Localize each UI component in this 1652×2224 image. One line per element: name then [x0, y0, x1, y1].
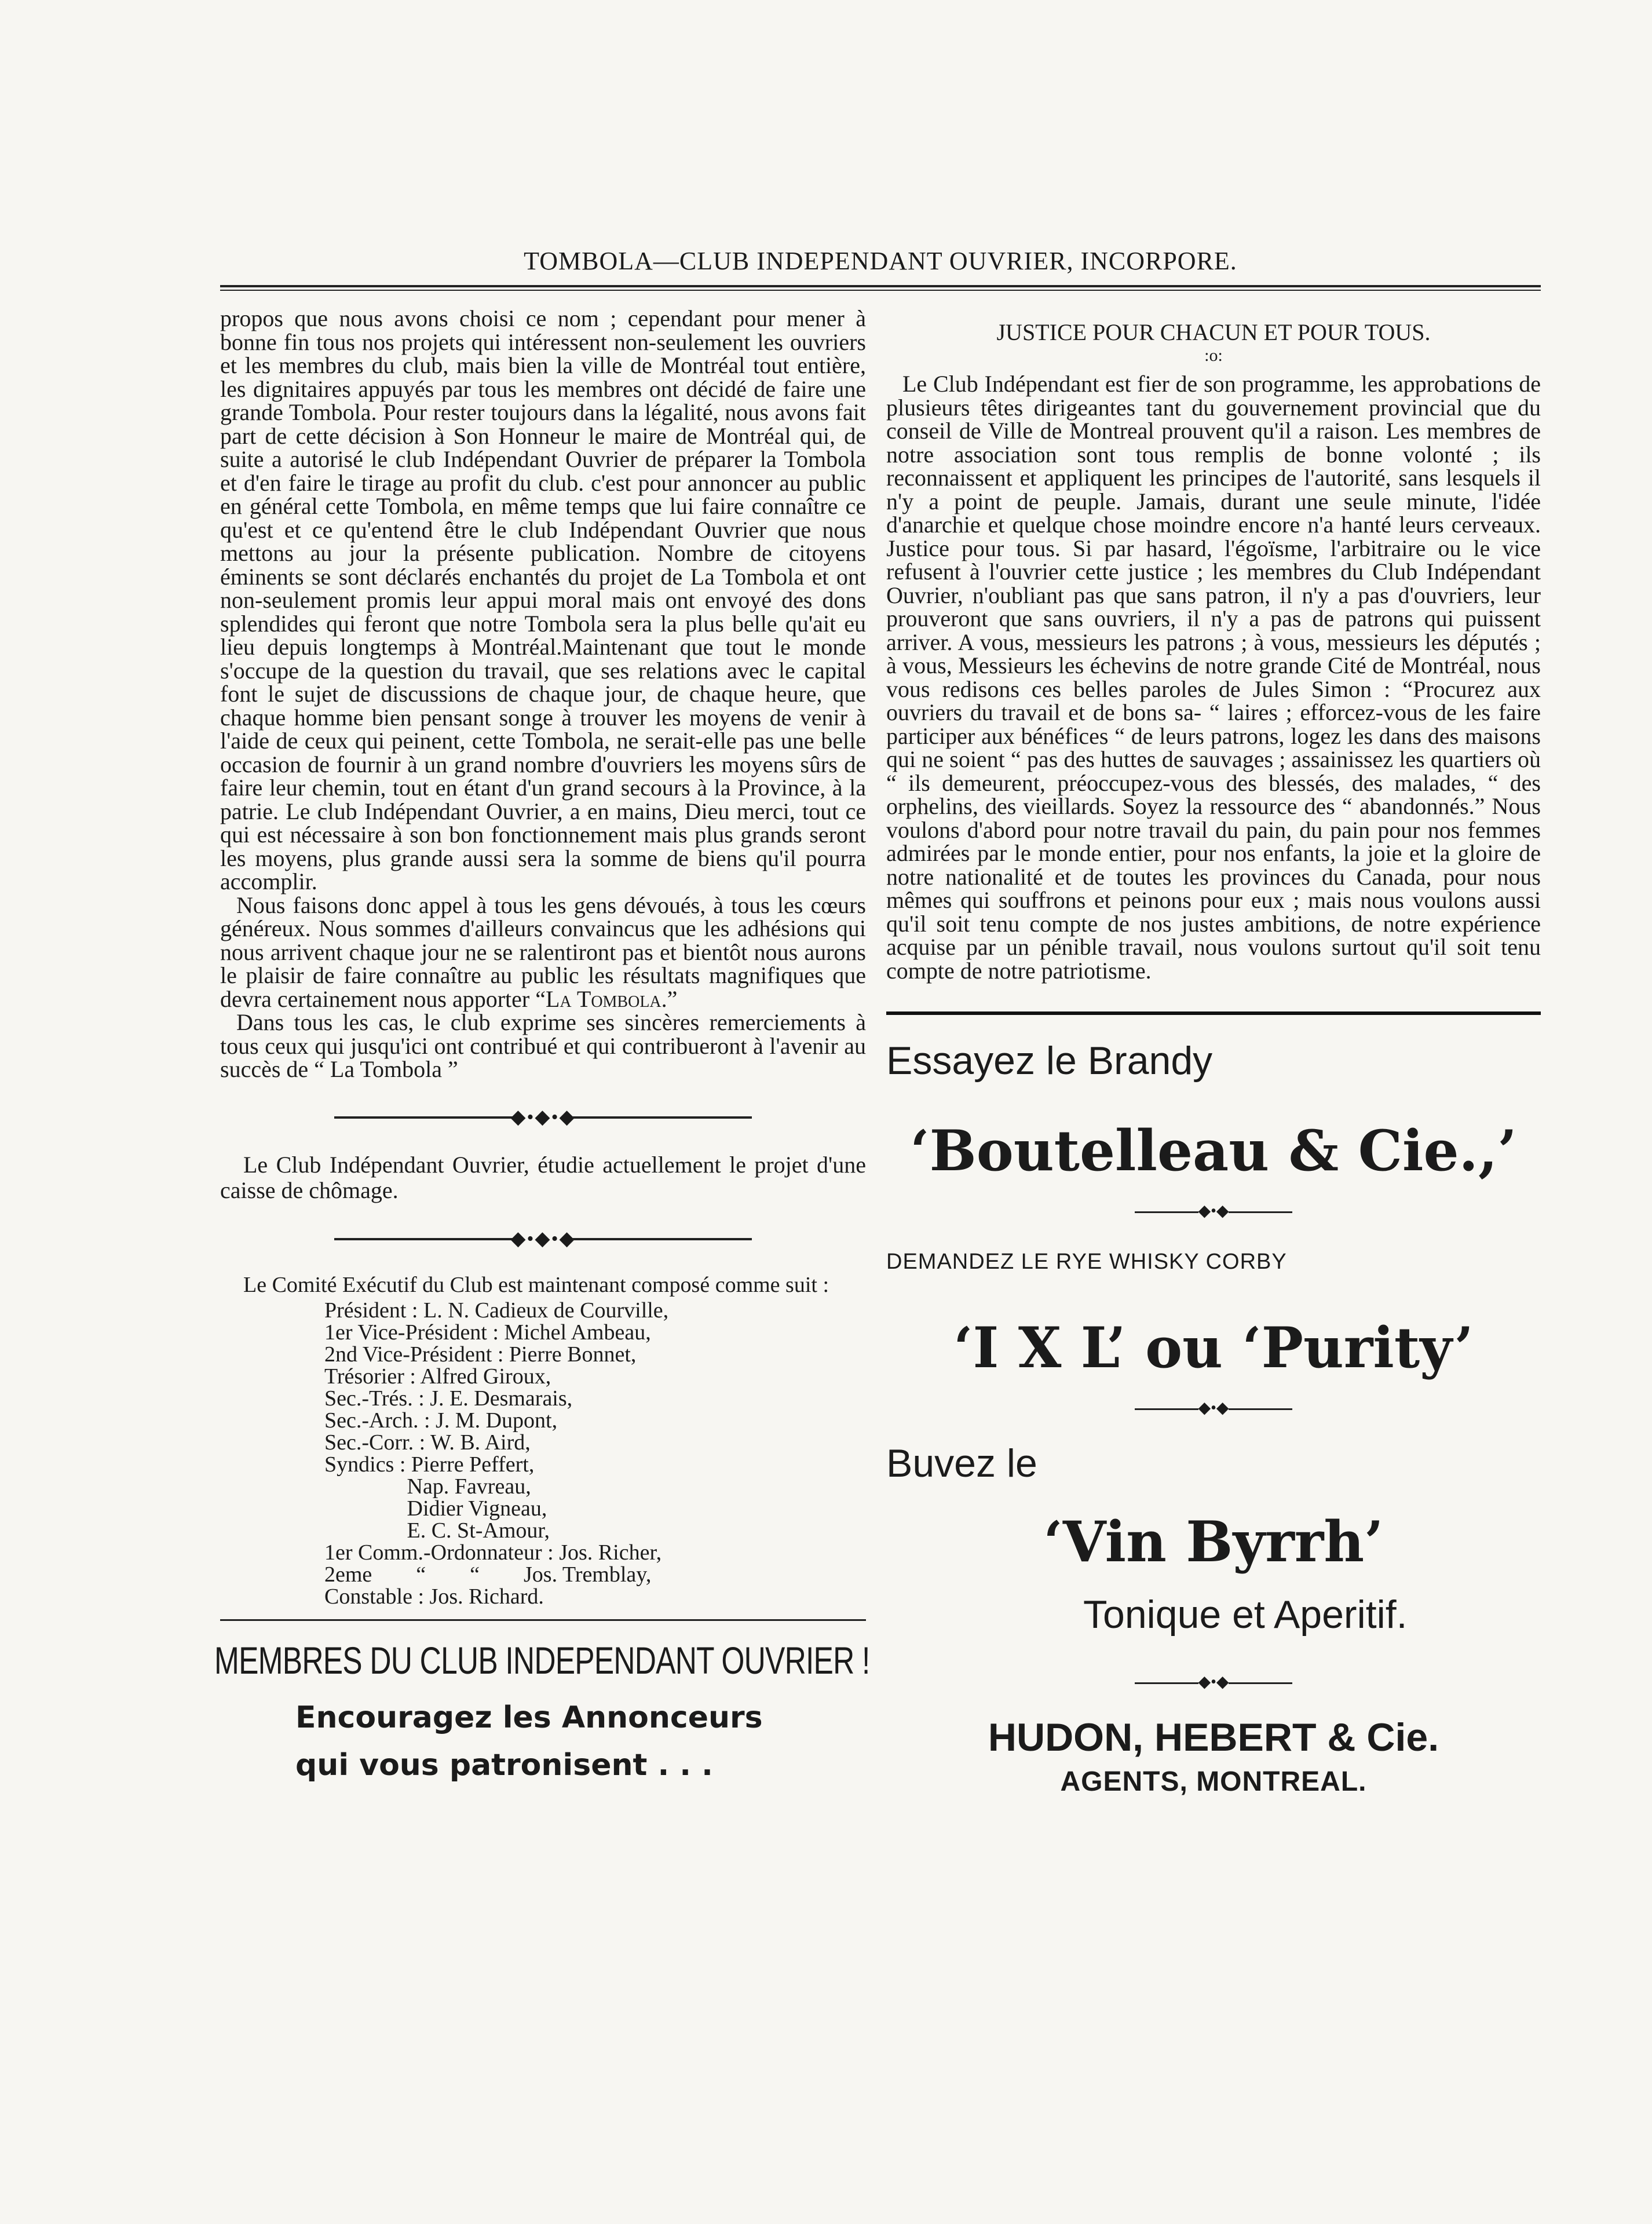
committee-intro: Le Comité Exécutif du Club est maintenant composé comme suit : — [243, 1272, 829, 1297]
committee-member: Constable : Jos. Richard. — [324, 1584, 544, 1609]
justice-article — [886, 373, 1541, 983]
committee-member: Syndics : Pierre Peffert, — [324, 1452, 535, 1477]
committee-member: E. C. St-Amour, — [324, 1518, 550, 1543]
byrrh-tagline: Buvez le — [886, 1441, 1037, 1485]
ornament-divider: ◆•◆ — [886, 1672, 1541, 1692]
brandy-tagline: Essayez le Brandy — [886, 1039, 1213, 1083]
encourage-line: Encouragez les Annonceurs — [295, 1700, 763, 1735]
committee-member: Trésorier : Alfred Giroux, — [324, 1364, 551, 1389]
unemployment-notice: Le Club Indépendant Ouvrier, étudie actuellement le projet d'une caisse de chômage. — [220, 1151, 866, 1203]
committee-member: Didier Vigneau, — [324, 1496, 547, 1521]
article-paragraph: Dans tous les cas, le club exprime ses sincères remerciements à tous ceux qui jusqu'ici ont contribué et qui contribueront à l'avenir au succès de “ La Tombola ” — [220, 1009, 866, 1082]
tombola-name: La Tombola — [545, 985, 661, 1012]
ornament-divider: ◆•◆•◆ — [220, 1105, 866, 1129]
ads-rule — [886, 1011, 1541, 1015]
committee-member: Sec.-Trés. : J. E. Desmarais, — [324, 1386, 573, 1411]
byrrh-description: Tonique et Aperitif. — [1083, 1593, 1408, 1637]
heading-ornament: :o: — [1204, 346, 1223, 365]
justice-heading: JUSTICE POUR CHACUN ET POUR TOUS. — [996, 319, 1431, 345]
article-paragraph: propos que nous avons choisi ce nom ; cependant pour mener à bonne fin tous nos projets qui intéressent non-seulement les ouvriers et les membres du club, mais bien la ville de Montréal tout entière, les dignitaires appuyés par tous les membres ont décidé de faire une grande Tombola. Pour rester toujours dans la légalité, nous avons fait part de cette décision à Son Honneur le maire de Montréal qui, de suite a autorisé le club Indépendant Ouvrier de préparer la Tombola et d'en faire le tirage au profit du club. c'est pour annoncer au public en général cette Tombola, en même temps que lui faire connaître ce qu'est et ce qu'entend être le club Indépendant Ouvrier que nous mettons au jour la présente publication. Nombre de citoyens éminents se sont déclarés enchantés du projet de La Tombola et ont non-seulement promis leur appui moral mais ont envoyé des dons splendides qui feront que notre Tombola sera la plus belle qu'ait eu lieu depuis longtemps à Montréal.Maintenant que tout le monde s'occupe de la question du travail, que ses relations avec le capital font le sujet de discussions de chaque jour, de chaque heure, que chaque homme bien pensant songe à trouver les moyens de venir à l'aide de ceux qui peinent, cette Tombola, ne serait-elle pas une belle occasion de fournir à un grand nombre d'ouvriers les moyens sûrs de faire leur chemin, tout en étant d'un grand secours à la Province, à la patrie. Le club Indépendant Ouvrier, a en mains, Dieu merci, tout ce qui est nécessaire à son bon fonctionnement mais plus grands seront les moyens, plus grande aussi sera la somme de biens qu'il pourra accomplir. — [220, 305, 866, 894]
whisky-brand: ‘I X L’ ou ‘Purity’ — [953, 1315, 1474, 1381]
byrrh-brand: ‘Vin Byrrh’ — [1043, 1509, 1384, 1575]
tombola-article — [220, 307, 866, 1082]
executive-committee — [220, 1274, 866, 1608]
article-text: Nous faisons donc appel à tous les gens dévoués, à tous les cœurs généreux. Nous sommes d'ailleurs convaincus que les adhésions qui nous arrivent chaque jour ne se ralentiront pas et bientôt nous aurons le plaisir de faire connaître au public les résultats magnifiques que devra certainement nous apporter “ — [220, 892, 866, 1012]
left-column — [214, 305, 870, 1789]
committee-member: 2eme “ “ Jos. Tremblay, — [324, 1562, 652, 1587]
members-heading: MEMBRES DU CLUB INDEPENDANT OUVRIER ! — [214, 1638, 870, 1682]
encourage-line: qui vous patronisent . . . — [295, 1747, 713, 1783]
agent-name: HUDON, HEBERT & Cie. — [988, 1715, 1439, 1759]
committee-member: Sec.-Arch. : J. M. Dupont, — [324, 1408, 558, 1433]
article-text: .” — [661, 985, 678, 1012]
committee-list — [324, 1299, 866, 1608]
ornament-divider: ◆•◆ — [886, 1201, 1541, 1221]
ornament-divider: ◆•◆•◆ — [220, 1226, 866, 1251]
article-paragraph: Le Club Indépendant est fier de son programme, les approbations de plusieurs têtes dirigeantes tant du gouvernement provincial que du conseil de Ville de Montreal prouvent qu'il a raison. Les membres de notre association sont tous remplis de bonne volonté ; ils reconnaissent et appliquent les principes de l'autorité, sans lesquels il n'y a point de peuple. Jamais, durant une seule minute, l'idée d'anarchie et quelque chose moindre encore n'a hanté leurs cerveaux. Justice pour tous. Si par hasard, l'égoïsme, l'arbitraire ou le vice refusent à l'ouvrier cette justice ; les membres du Club Indépendant Ouvrier, n'oubliant pas que sans patron, il n'y a pas d'ouvriers, leur prouveront que sans ouvriers, il n'y a pas de patrons qui puissent arriver. A vous, messieurs les patrons ; à vous, messieurs les députés ; à vous, Messieurs les échevins de notre grande Cité de Montréal, nous vous redisons ces belles paroles de Jules Simon : “Procurez aux ouvriers du travail et de bons sa- “ laires ; efforcez-vous de les faire participer aux bénéfices “ de leurs patrons, logez les dans des maisons qui ne soient “ pas des huttes de sauvages ; assainissez les quartiers où “ ils demeurent, préoccupez-vous des blessés, des malades, “ des orphelins, des vieillards. Soyez la ressource des “ abandonnés.” Nous voulons d'abord pour notre travail du pain, du pain pour nos femmes admirées par le monde entier, pour nos enfants, la joie et la gloire de notre nationalité et de toutes les provinces du Canada, pour nous mêmes qui souffrons et peinons pour eux ; mais nous voulons aussi qu'il soit tenu compte de nos justes ambitions, de notre expérience acquise par un pénible travail, nous voulons surtout qu'il soit tenu compte de notre patriotisme. — [886, 371, 1541, 984]
agent-location: AGENTS, MONTREAL. — [1060, 1766, 1367, 1797]
whisky-tagline: DEMANDEZ LE RYE WHISKY CORBY — [886, 1250, 1287, 1274]
committee-member: Président : L. N. Cadieux de Courville, — [324, 1298, 669, 1323]
committee-member: 2nd Vice-Président : Pierre Bonnet, — [324, 1342, 637, 1367]
committee-member: 1er Vice-Président : Michel Ambeau, — [324, 1320, 651, 1345]
header-rule — [220, 285, 1541, 291]
right-column — [886, 307, 1541, 1798]
committee-member: Sec.-Corr. : W. B. Aird, — [324, 1430, 531, 1455]
committee-member: 1er Comm.-Ordonnateur : Jos. Richer, — [324, 1540, 662, 1565]
brandy-brand: ‘Boutelleau & Cie.,’ — [910, 1118, 1517, 1184]
article-paragraph — [220, 894, 866, 1011]
section-rule — [220, 1619, 866, 1621]
advertisements — [886, 1038, 1541, 1798]
committee-member: Nap. Favreau, — [324, 1474, 531, 1499]
ornament-divider: ◆•◆ — [886, 1398, 1541, 1418]
running-header: TOMBOLA—CLUB INDEPENDANT OUVRIER, INCORPORE. — [524, 247, 1237, 275]
